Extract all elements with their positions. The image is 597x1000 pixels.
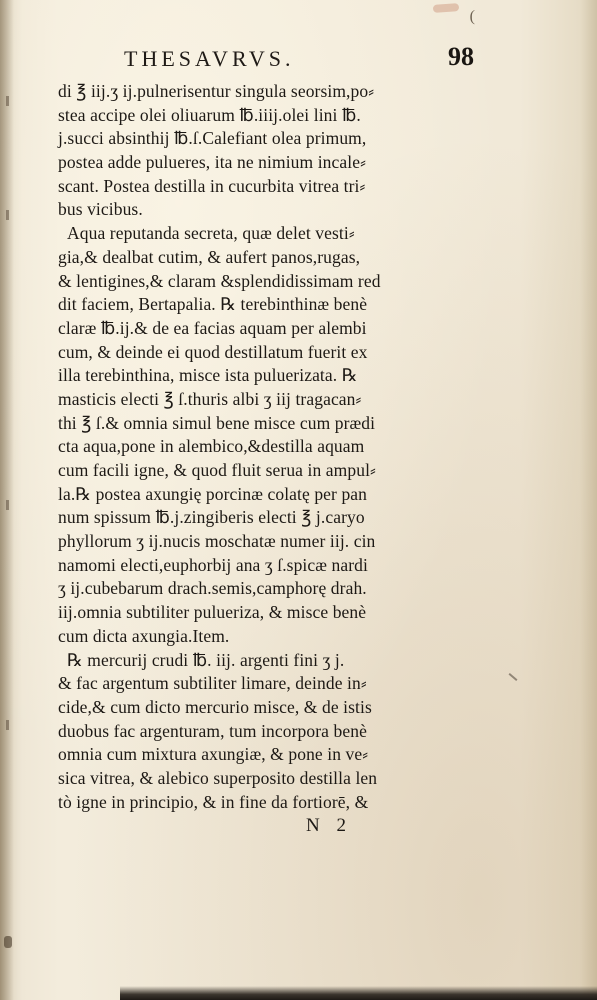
running-head: THESAVRVS. bbox=[124, 46, 295, 71]
body-text bbox=[58, 80, 458, 814]
stray-mark bbox=[509, 673, 518, 681]
text-line: duobus fac argenturam, tum incorpora benè bbox=[58, 720, 367, 741]
page-header bbox=[90, 42, 490, 72]
text-line: iij.omnia subtiliter pulueriza, & misce benè bbox=[58, 602, 367, 623]
text-line: di ℥ iij.ʒ ij.pulnerisentur singula seorsim,po⸗ bbox=[58, 81, 375, 101]
margin-tick bbox=[6, 500, 9, 510]
text-line: cta aqua,pone in alembico,&destilla aquam bbox=[58, 436, 365, 457]
text-line: postea adde pulueres, ita ne nimium incale⸗ bbox=[58, 152, 367, 173]
text-line: stea accipe olei oliuarum ℔.iiij.olei lini ℔. bbox=[58, 104, 361, 125]
text-line: la.℞ postea axungię porcinæ colatę per pan bbox=[58, 483, 368, 504]
text-line: scant. Postea destilla in cucurbita vitrea tri⸗ bbox=[58, 175, 366, 196]
margin-tick bbox=[6, 210, 9, 220]
text-line: thi ℥ ſ.& omnia simul bene misce cum prædi bbox=[58, 412, 376, 433]
page-number: 98 bbox=[448, 42, 474, 71]
text-line: cum dicta axungia.Item. bbox=[58, 625, 230, 646]
margin-tick bbox=[6, 720, 9, 730]
corner-mark: ( bbox=[469, 8, 475, 25]
text-line: sica vitrea, & alebico superposito destilla len bbox=[58, 767, 378, 788]
margin-tick bbox=[6, 96, 9, 106]
signature-mark: N 2 bbox=[306, 815, 352, 836]
text-line: j.succi absinthij ℔.ſ.Calefiant olea primum, bbox=[58, 128, 367, 149]
text-line: cide,& cum dicto mercurio misce, & de istis bbox=[58, 696, 372, 717]
text-line: namomi electi,euphorbij ana ʒ ſ.spicæ nardi bbox=[58, 554, 368, 575]
text-line: phyllorum ʒ ij.nucis moschatæ numer iij. cin bbox=[58, 531, 376, 552]
margin-ink-blot bbox=[4, 936, 12, 948]
text-line: gia,& dealbat cutim, & aufert panos,rugas, bbox=[58, 246, 361, 267]
page-bottom-edge bbox=[120, 986, 597, 1000]
text-line: claræ ℔.ij.& de ea facias aquam per alembi bbox=[58, 317, 367, 338]
text-line: & lentigines,& claram &splendidissimam red bbox=[58, 270, 381, 291]
text-line: cum facili igne, & quod fluit serua in ampul⸗ bbox=[58, 460, 376, 480]
text-line: dit faciem, Bertapalia. ℞ terebinthinæ benè bbox=[58, 294, 368, 315]
text-line: cum, & deinde ei quod destillatum fuerit ex bbox=[58, 341, 368, 362]
text-line: illa terebinthina, misce ista puluerizata. ℞ bbox=[58, 365, 358, 386]
text-line: & fac argentum subtiliter limare, deinde in⸗ bbox=[58, 673, 367, 694]
text-line: ʒ ij.cubebarum drach.semis,camphorę drah. bbox=[58, 578, 367, 599]
text-line: bus vicibus. bbox=[58, 199, 143, 220]
text-line: num spissum ℔.j.zingiberis electi ℥ j.caryo bbox=[58, 507, 365, 528]
text-line: tò igne in principio, & in fine da fortiorē, & bbox=[58, 791, 369, 812]
text-line: omnia cum mixtura axungiæ, & pone in ve⸗ bbox=[58, 744, 369, 765]
paragraph-start-line: ℞ mercurij crudi ℔. iij. argenti fini ʒ j. bbox=[67, 649, 345, 670]
ink-bleed-mark bbox=[433, 3, 459, 13]
text-line: masticis electi ℥ ſ.thuris albi ʒ iij tragacan⸗ bbox=[58, 388, 362, 409]
paragraph-start-line: Aqua reputanda secreta, quæ delet vesti⸗ bbox=[67, 223, 355, 244]
